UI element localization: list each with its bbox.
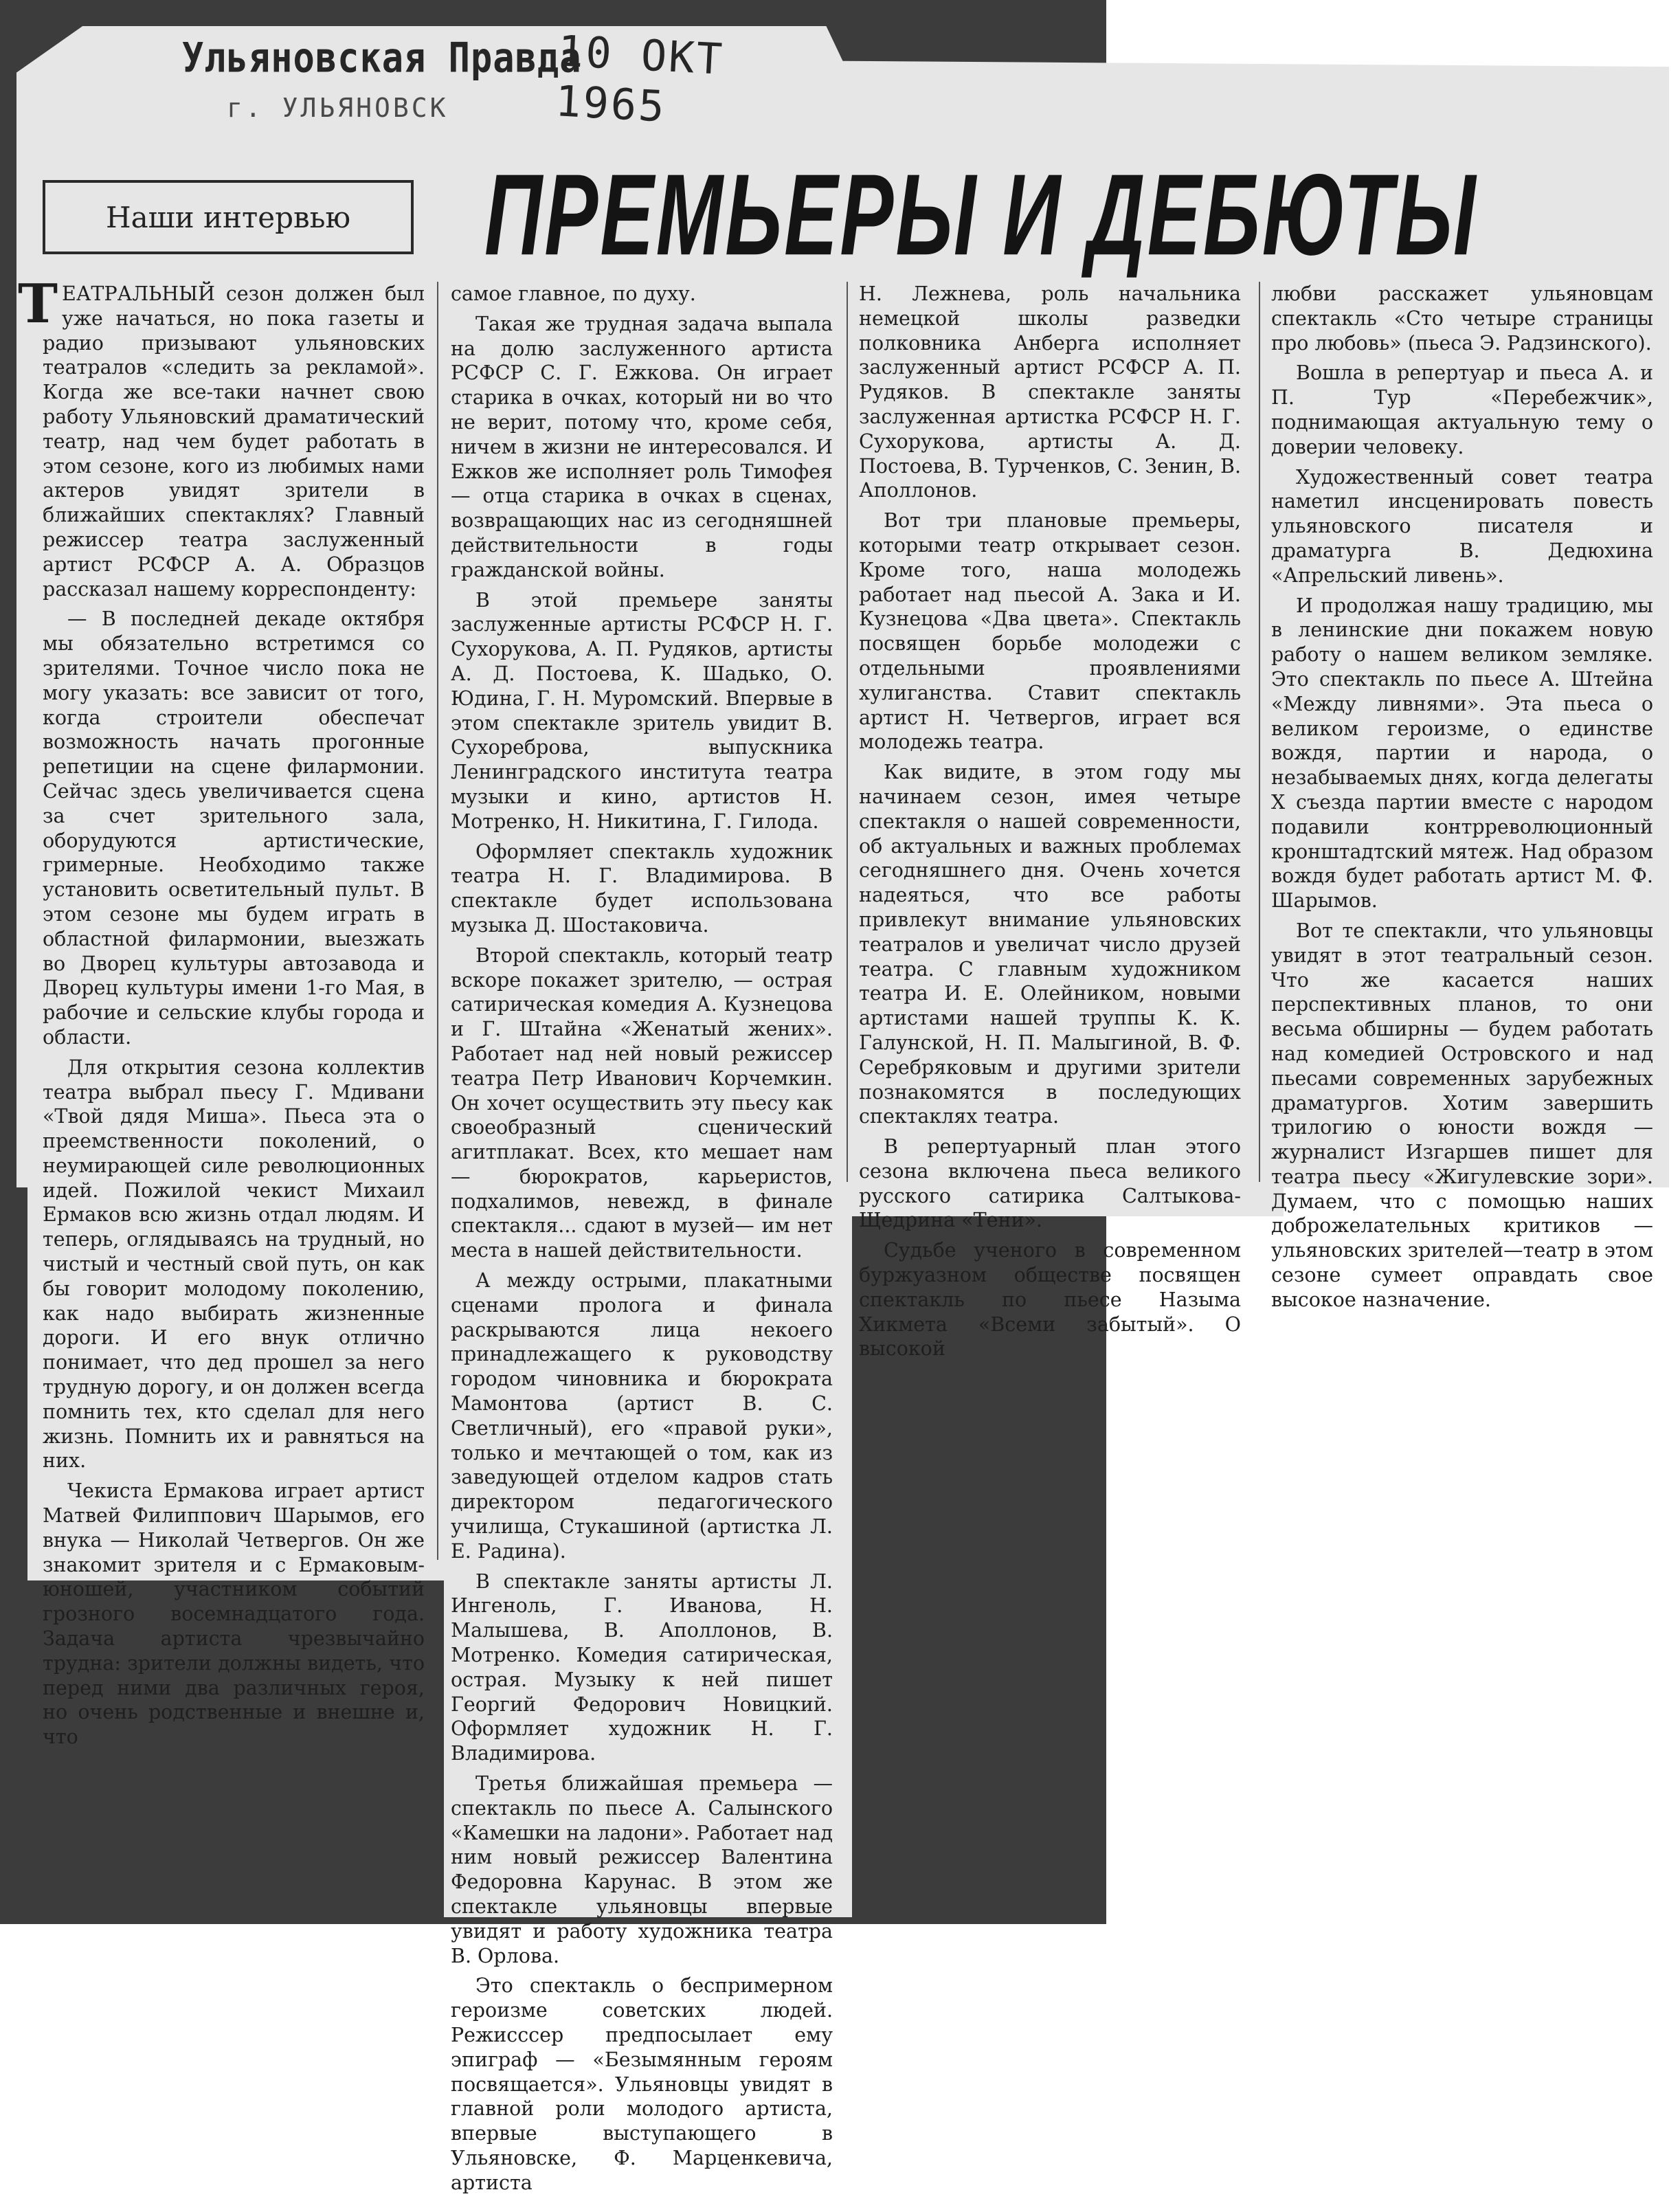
paragraph: Вот те спектакли, что ульяновцы увидят в этот театральный сезон. Что же касается наших перспективных планов, то они весьма обширны — будем работать над комедией Островского и над пьесами современных зарубежных драматургов. Хотим завершить трилогию о юности вождя — журналист Изгаршев пишет для театра пьесу «Жигулевские зори». Думаем, что с помощью наших доброжелательных критиков — ульяновских зрителей—театр в этом сезоне сумеет оправдать свое высокое назначение. [1271, 919, 1653, 1311]
paragraph: Это спектакль о беспримерном героизме советских людей. Режисссер предпосылает ему эпиграф — «Безымянным героям посвящается». Ульяновцы увидят в главной роли молодого артиста, впервые выступающего в Ульяновске, Ф. Марценкевича, артиста [451, 1974, 833, 2194]
paragraph: Второй спектакль, который театр вскоре покажет зрителю, — острая сатирическая комедия А. Кузнецова и Г. Штайна «Женатый жених». Работает над ней новый режиссер театра Петр Иванович Корчемкин. Он хочет осуществить эту пьесу как своеобразный сценический агитплакат. Всех, кто мешает нам — бюрократов, карьеристов, подхалимов, невежд, в финале спектакля... сдают в музей— им нет места в нашей действительности. [451, 943, 833, 1262]
article-column-4 [1271, 282, 1653, 1318]
paragraph: Третья ближайшая премьера — спектакль по пьесе А. Салынского «Камешки на ладони». Работает над ним новый режиссер Валентина Федоровна Карунас. В этом же спектакле ульяновцы впервые увидят и работу художника театра В. Орлова. [451, 1772, 833, 1967]
paragraph: Вот три плановые премьеры, которыми театр открывает сезон. Кроме того, наша молодежь работает над пьесой А. Зака и И. Кузнецова «Два цвета». Спектакль посвящен борьбе молодежи с отдельными проявлениями хулиганства. Ставит спектакль артист Н. Четвергов, играет вся молодежь театра. [859, 509, 1241, 754]
article-column-2 [451, 282, 833, 2201]
paragraph: Такая же трудная задача выпала на долю заслуженного артиста РСФСР С. Г. Ежкова. Он играет старика в очках, который ни во что не верит, потому что, кроме себя, ничем в жизни не интересовался. И Ежков же исполняет роль Тимофея — отца старика в очках в сценах, возвращающих нас из сегодняшней действительности в годы гражданской войны. [451, 312, 833, 581]
paragraph: Чекиста Ермакова играет артист Матвей Филиппович Шарымов, его внука — Николай Четвергов. Он же знакомит зрителя и с Ермаковым-юношей, участником событий грозного восемнадцатого года. Задача артиста чрезвычайно трудна: зрители должны видеть, что перед ними два различных героя, но очень родственные и внешне и, что [43, 1479, 425, 1749]
paragraph: В спектакле заняты артисты Л. Ингеноль, Г. Иванова, Н. Малышева, В. Аполлонов, В. Мотренко. Комедия сатирическая, острая. Музыку к ней пишет Георгий Федорович Новицкий. Оформляет художник Н. Г. Владимирова. [451, 1569, 833, 1765]
paragraph: Судьбе ученого в современном буржуазном обществе посвящен спектакль по пьесе Назыма Хикмета «Всеми забытый». О высокой [859, 1239, 1241, 1361]
article-column-3 [859, 282, 1241, 1367]
stamp-newspaper-name: Ульяновская Правда [182, 34, 582, 82]
drop-cap: Т [18, 273, 58, 335]
paragraph: Вошла в репертуар и пьеса А. и П. Тур «Перебежчик», поднимающая актуальную тему о доверии человеку. [1271, 361, 1653, 458]
paragraph: Художественный совет театра наметил инсценировать повесть ульяновского писателя и драматурга В. Дедюхина «Апрельский ливень». [1271, 465, 1653, 587]
rubric-box [43, 180, 414, 254]
article-column-1 [18, 273, 425, 1755]
paragraph: А между острыми, плакатными сценами пролога и финала раскрываются лица некоего принадлежащего к руководству городом чиновника и бюрократа Мамонтова (артист В. С. Светличный), его «правой руки», только и мечтающей о том, как из заведующей отделом кадров стать директором педагогического училища, Стукашиной (артистка Л. Е. Радина). [451, 1269, 833, 1563]
column-rule [1259, 282, 1260, 1182]
paragraph: Как видите, в этом году мы начинаем сезон, имея четыре спектакля о нашей современности, об актуальных и важных проблемах сегодняшнего дня. Очень хочется надеяться, что все работы привлекут внимание ульяновских театралов и увеличат число друзей театра. С главным художником театра И. Е. Олейником, новыми артистами нашей труппы К. К. Галунской, Н. П. Малыгиной, В. Ф. Серебряковым и другими зрители познакомятся в последующих спектаклях театра. [859, 761, 1241, 1128]
column-rule [847, 282, 848, 1182]
paragraph: — В последней декаде октября мы обязательно встретимся со зрителями. Точное число пока не могу указать: все зависит от того, когда строители обеспечат возможность начать прогонные репетиции на сцене филармонии. Сейчас здесь увеличивается сцена за счет зрительного зала, оборудуются артистические, гримерные. Необходимо также установить осветительный пульт. В этом сезоне мы будем играть в областной филармонии, выезжать во Дворец культуры автозавода и Дворец культуры имени 1-го Мая, в рабочие и сельские клубы города и области. [43, 607, 425, 1049]
paragraph: любви расскажет ульяновцам спектакль «Сто четыре страницы про любовь» (пьеса Э. Радзинского). [1271, 282, 1653, 355]
stamp-date: 10 ОКТ 1965 [554, 25, 726, 132]
paragraph: Н. Лежнева, роль начальника немецкой школы разведки полковника Анберга исполняет заслуженный артист РСФСР А. П. Рудяков. В спектакле заняты заслуженная артистка РСФСР Н. Г. Сухорукова, артисты А. Д. Постоева, В. Турченков, С. Зенин, В. Аполлонов. [859, 282, 1241, 502]
column-rule [437, 282, 438, 1560]
article-headline: ПРЕМЬЕРЫ И ДЕБЮТЫ [484, 149, 1478, 280]
paragraph [18, 273, 425, 601]
paragraph: Для открытия сезона коллектив театра выбрал пьесу Г. Мдивани «Твой дядя Миша». Пьеса эта о преемственности поколений, о неумирающей силе революционных идей. Пожилой чекист Михаил Ермаков всю жизнь отдал людям. И теперь, оглядываясь на трудный, но чистый и честный свой путь, он как бы говорит молодому поколению, как надо выбирать жизненные дороги. И его внук отлично понимает, что дед прошел за него трудную дорогу, и он должен всегда помнить тех, кто сделал для него жизнь. Помнить их и равняться на них. [43, 1055, 425, 1473]
paragraph: В этой премьере заняты заслуженные артисты РСФСР Н. Г. Сухорукова, А. П. Рудяков, артисты А. Д. Постоева, К. Шадько, О. Юдина, Г. Н. Муромский. Впервые в этом спектакле зритель увидит В. Сухореброва, выпускника Ленинградского института театра музыки и кино, артистов Н. Мотренко, Н. Никитина, Г. Гилода. [451, 588, 833, 833]
paragraph: И продолжая нашу традицию, мы в ленинские дни покажем новую работу о нашем великом земляке. Это спектакль по пьесе А. Штейна «Между ливнями». Эта пьеса о великом героизме, о единстве вождя, партии и народа, о незабываемых днях, когда делегаты X съезда партии вместе с народом подавили контрреволюционный кронштадтский мятеж. Над образом вождя будет работать артист М. Ф. Шарымов. [1271, 594, 1653, 913]
rubric-label: Наши интервью [105, 200, 351, 234]
paragraph: Оформляет спектакль художник театра Н. Г. Владимирова. В спектакле будет использована музыка Д. Шостаковича. [451, 840, 833, 937]
stamp-city: г. УЛЬЯНОВСК [227, 93, 449, 123]
paragraph-text: ЕАТРАЛЬНЫЙ сезон должен был уже начаться, но пока газеты и радио призывают ульяновских театралов «следить за рекламой». Когда же все-таки начнет свою работу Ульяновский драматический театр, над чем будет работать в этом сезоне, кого из любимых нами актеров увидят зрители в ближайших спектаклях? Главный режиссер театра заслуженный артист РСФСР А. А. Образцов рассказал нашему корреспонденту: [43, 282, 425, 601]
archive-stamp [182, 25, 814, 132]
paragraph: В репертуарный план этого сезона включена пьеса великого русского сатирика Салтыкова-Щедрина «Тени». [859, 1135, 1241, 1232]
paragraph: самое главное, по духу. [451, 282, 696, 305]
